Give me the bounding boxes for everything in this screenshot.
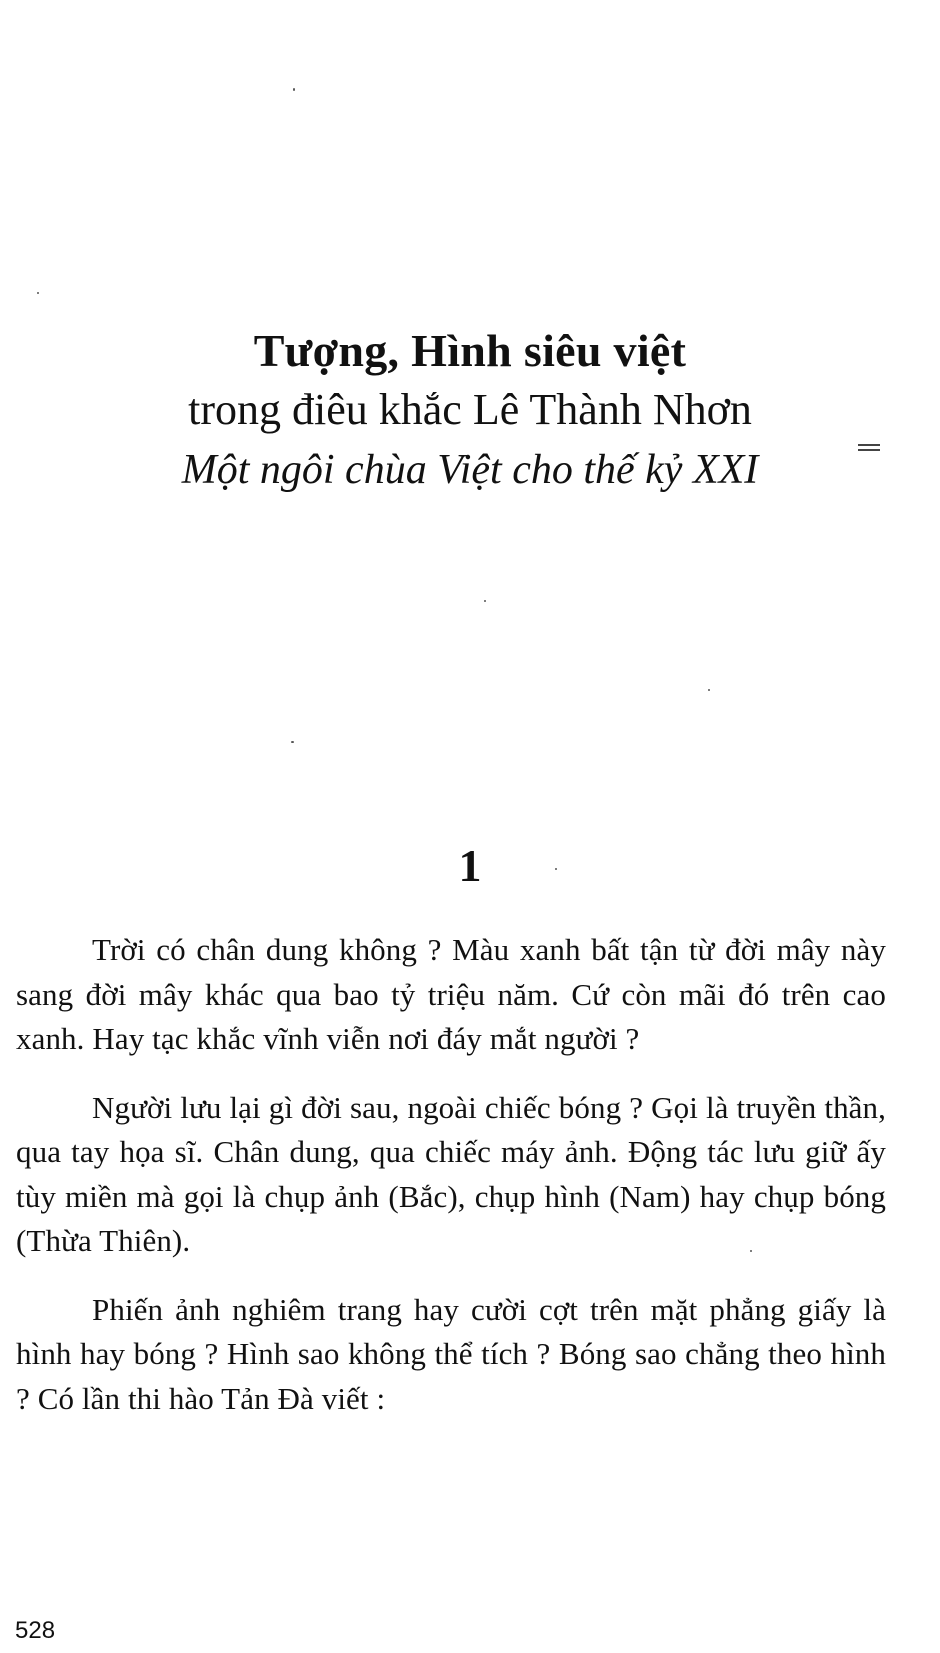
chapter-title-block [0, 322, 940, 500]
paragraph: Phiến ảnh nghiêm trang hay cười cợt trên mặt phẳng giấy là hình hay bóng ? Hình sao không thể tích ? Bóng sao chẳng theo hình ? Có lần thi hào Tản Đà viết : [16, 1291, 886, 1416]
paragraph: Trời có chân dung không ? Màu xanh bất tận từ đời mây này sang đời mây khác qua bao tỷ triệu năm. Cứ còn mãi đó trên cao xanh. Hay tạc khắc vĩnh viễn nơi đáy mắt người ? [16, 932, 886, 1056]
scan-speck [291, 741, 294, 743]
scan-speck [293, 88, 295, 91]
section-number: 1 [458, 840, 482, 891]
chapter-subtitle: trong điêu khắc Lê Thành Nhơn [188, 385, 752, 434]
scan-speck [708, 689, 710, 691]
chapter-tagline: Một ngôi chùa Việt cho thế kỷ XXI [181, 447, 759, 493]
scan-speck [750, 1250, 752, 1252]
scan-speck [555, 868, 557, 870]
scan-mark-icon [858, 444, 880, 453]
paragraph: Người lưu lại gì đời sau, ngoài chiếc bóng ? Gọi là truyền thần, qua tay họa sĩ. Chân dung, qua chiếc máy ảnh. Động tác lưu giữ ấy tùy miền mà gọi là chụp ảnh (Bắc), chụp hình (Nam) hay chụp bóng (Thừa Thiên). [16, 1089, 886, 1258]
scan-speck [484, 600, 486, 602]
body-text [16, 928, 886, 1445]
page-number: 528 [15, 1617, 56, 1644]
scan-speck [37, 292, 39, 294]
chapter-title: Tượng, Hình siêu việt [253, 325, 687, 376]
